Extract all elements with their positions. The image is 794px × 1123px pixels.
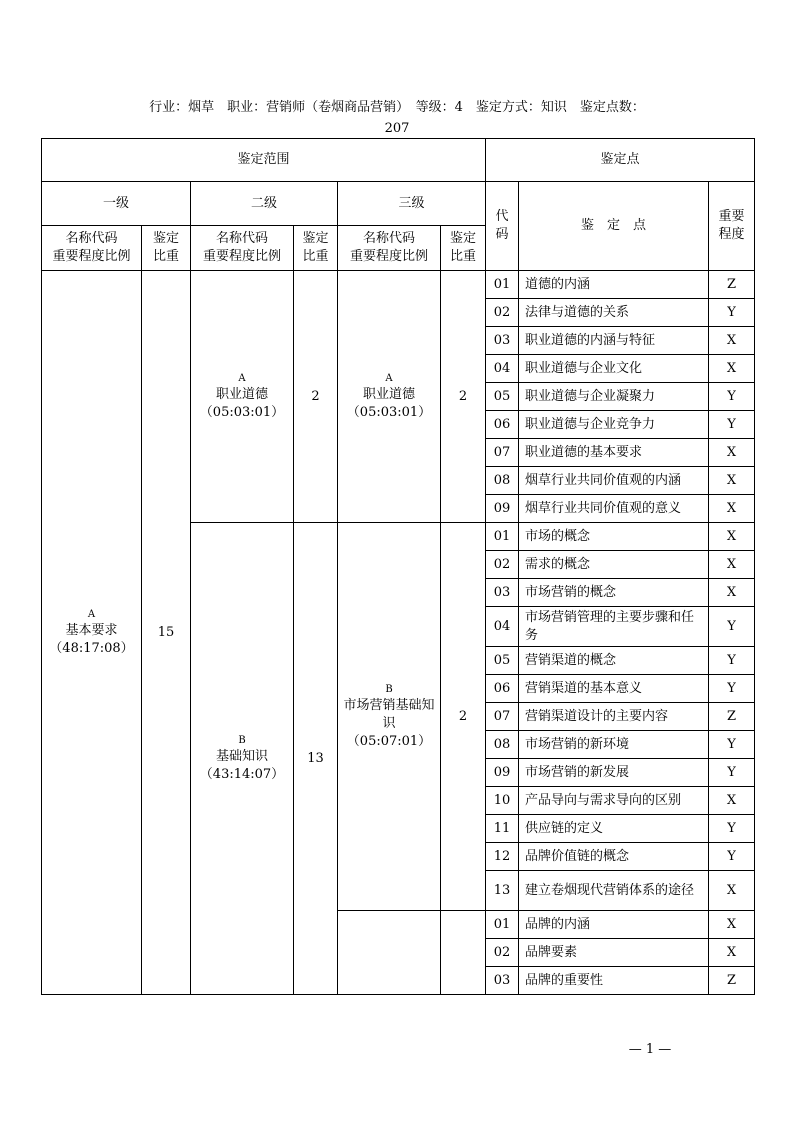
level1-header: 一级	[42, 182, 191, 226]
point-text: 市场营销的新发展	[519, 759, 709, 787]
point-importance: Y	[709, 843, 755, 871]
level3-weight-b: 2	[441, 523, 486, 911]
point-importance: Y	[709, 647, 755, 675]
level2-weight-b: 13	[294, 523, 338, 995]
point-text: 品牌价值链的概念	[519, 843, 709, 871]
point-text: 品牌要素	[519, 939, 709, 967]
l2b-name: 基础知识	[215, 748, 268, 764]
point-text: 供应链的定义	[519, 815, 709, 843]
level3-cell-c	[338, 911, 441, 995]
point-code: 12	[486, 843, 519, 871]
point-code: 09	[486, 495, 519, 523]
point-code: 05	[486, 383, 519, 411]
point-code: 06	[486, 675, 519, 703]
page-header	[40, 97, 754, 139]
point-code: 01	[486, 523, 519, 551]
level3-weight-a: 2	[441, 271, 486, 523]
level3-cell-b	[338, 523, 441, 911]
l3a-code: A	[385, 372, 393, 384]
point-text: 市场营销的新环境	[519, 731, 709, 759]
point-text: 职业道德与企业文化	[519, 355, 709, 383]
point-text: 烟草行业共同价值观的意义	[519, 495, 709, 523]
level2-cell-b	[191, 523, 294, 995]
point-importance: X	[709, 439, 755, 467]
point-text: 道德的内涵	[519, 271, 709, 299]
l2a-ratio: （05:03:01）	[199, 404, 285, 420]
header-line2: 207	[384, 121, 410, 136]
l3a-ratio: （05:03:01）	[346, 404, 432, 420]
l1-weight-header: 鉴定比重	[142, 226, 191, 271]
point-code: 08	[486, 467, 519, 495]
point-code: 10	[486, 787, 519, 815]
level1-weight: 15	[142, 271, 191, 995]
point-importance: X	[709, 787, 755, 815]
point-code: 01	[486, 911, 519, 939]
point-text: 建立卷烟现代营销体系的途径	[519, 871, 709, 911]
level2-cell-a	[191, 271, 294, 523]
point-text: 职业道德的内涵与特征	[519, 327, 709, 355]
l1-namecode-header: 名称代码 重要程度比例	[42, 226, 142, 271]
point-code: 08	[486, 731, 519, 759]
point-code: 13	[486, 871, 519, 911]
point-code: 02	[486, 939, 519, 967]
point-importance: Y	[709, 675, 755, 703]
point-text: 法律与道德的关系	[519, 299, 709, 327]
point-importance: X	[709, 355, 755, 383]
point-text: 职业道德的基本要求	[519, 439, 709, 467]
point-importance: Y	[709, 815, 755, 843]
point-importance: Z	[709, 703, 755, 731]
point-code: 05	[486, 647, 519, 675]
table-row	[42, 271, 755, 299]
level1-cell	[42, 271, 142, 995]
point-text: 营销渠道设计的主要内容	[519, 703, 709, 731]
point-code: 06	[486, 411, 519, 439]
point-importance: Y	[709, 607, 755, 647]
point-importance: Y	[709, 383, 755, 411]
importance-header: 重要程度	[709, 182, 755, 271]
point-text: 市场营销管理的主要步骤和任务	[519, 607, 709, 647]
point-importance: Z	[709, 967, 755, 995]
l1-code: A	[87, 608, 96, 620]
point-importance: X	[709, 327, 755, 355]
l2-weight-header: 鉴定比重	[294, 226, 338, 271]
point-code: 07	[486, 703, 519, 731]
point-importance: Y	[709, 731, 755, 759]
l2b-code: B	[238, 734, 246, 746]
point-importance: X	[709, 939, 755, 967]
point-code: 09	[486, 759, 519, 787]
point-importance: X	[709, 871, 755, 911]
point-code: 03	[486, 967, 519, 995]
l2b-ratio: （43:14:07）	[199, 766, 285, 782]
point-code: 02	[486, 299, 519, 327]
point-text: 需求的概念	[519, 551, 709, 579]
point-code: 07	[486, 439, 519, 467]
point-code: 11	[486, 815, 519, 843]
l3-weight-header: 鉴定比重	[441, 226, 486, 271]
point-text: 职业道德与企业竞争力	[519, 411, 709, 439]
page-number: — 1 —	[628, 1042, 672, 1057]
point-importance: X	[709, 911, 755, 939]
l3a-name: 职业道德	[362, 386, 415, 402]
point-code: 03	[486, 327, 519, 355]
level2-header: 二级	[191, 182, 338, 226]
l3-namecode-header: 名称代码 重要程度比例	[338, 226, 441, 271]
l1-ratio: （48:17:08）	[49, 640, 134, 656]
point-text: 职业道德与企业凝聚力	[519, 383, 709, 411]
l2-namecode-header: 名称代码 重要程度比例	[191, 226, 294, 271]
point-code: 04	[486, 607, 519, 647]
point-importance: X	[709, 551, 755, 579]
l3b-ratio: （05:07:01）	[346, 733, 432, 749]
point-text: 营销渠道的概念	[519, 647, 709, 675]
point-text: 品牌的内涵	[519, 911, 709, 939]
point-importance: Y	[709, 299, 755, 327]
point-code: 03	[486, 579, 519, 607]
point-code: 04	[486, 355, 519, 383]
point-text: 产品导向与需求导向的区别	[519, 787, 709, 815]
points-header: 鉴定点	[486, 139, 755, 182]
l3b-code: B	[385, 683, 393, 695]
level3-cell-a	[338, 271, 441, 523]
code-header: 代码	[486, 182, 519, 271]
point-code: 02	[486, 551, 519, 579]
header-line1: 行业：烟草 职业：营销师（卷烟商品营销） 等级：4 鉴定方式：知识 鉴定点数：	[149, 100, 645, 115]
point-importance: Y	[709, 759, 755, 787]
point-text: 市场的概念	[519, 523, 709, 551]
level3-header: 三级	[338, 182, 486, 226]
point-text: 营销渠道的基本意义	[519, 675, 709, 703]
point-text: 市场营销的概念	[519, 579, 709, 607]
point-header: 鉴 定 点	[519, 182, 709, 271]
l3b-name: 市场营销基础知识	[343, 697, 435, 731]
point-importance: X	[709, 579, 755, 607]
level3-weight-c	[441, 911, 486, 995]
point-importance: X	[709, 495, 755, 523]
l1-name: 基本要求	[65, 622, 118, 638]
level2-weight-a: 2	[294, 271, 338, 523]
point-importance: Z	[709, 271, 755, 299]
point-text: 烟草行业共同价值观的内涵	[519, 467, 709, 495]
point-code: 01	[486, 271, 519, 299]
appraisal-table	[41, 138, 755, 995]
l2a-name: 职业道德	[215, 386, 268, 402]
point-importance: Y	[709, 411, 755, 439]
point-text: 品牌的重要性	[519, 967, 709, 995]
scope-header: 鉴定范围	[42, 139, 486, 182]
l2a-code: A	[238, 372, 246, 384]
point-importance: X	[709, 467, 755, 495]
point-importance: X	[709, 523, 755, 551]
